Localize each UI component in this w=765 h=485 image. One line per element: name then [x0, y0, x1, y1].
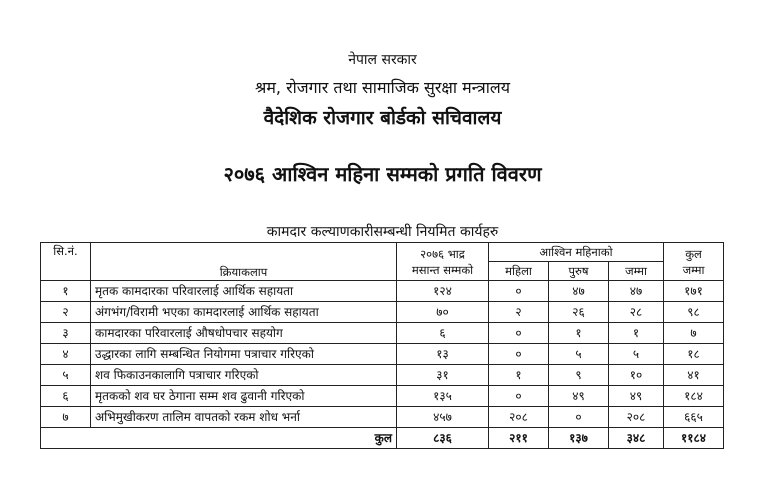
cell-previous: १३५: [397, 386, 489, 407]
table-row: [41, 407, 724, 428]
cell-activity: मृतकको शव घर ठेगाना सम्म शव ढुवानी गरिएको: [91, 386, 397, 407]
cell-serial: ७: [41, 407, 91, 428]
header-serial: सि.नं.: [41, 243, 91, 281]
cell-activity: मृतक कामदारका परिवारलाई आर्थिक सहायता: [91, 281, 397, 302]
header-previous-line1: २०७६ भाद्र: [420, 246, 465, 261]
cell-serial: २: [41, 302, 91, 323]
total-female: २११: [489, 428, 549, 449]
cell-female: २०८: [489, 407, 549, 428]
total-grand: ११८४: [664, 428, 724, 449]
progress-table: [40, 242, 724, 449]
cell-male: १: [549, 323, 609, 344]
table-row: [41, 302, 724, 323]
cell-female: १: [489, 365, 549, 386]
government-name: नेपाल सरकार: [348, 52, 417, 68]
table-row: [41, 344, 724, 365]
table-row: [41, 323, 724, 344]
header-activity: क्रियाकलाप: [91, 243, 397, 281]
header-previous-line2: मसान्त सम्मको: [411, 262, 474, 277]
cell-total: १८४: [664, 386, 724, 407]
cell-previous: ३१: [397, 365, 489, 386]
cell-serial: ३: [41, 323, 91, 344]
cell-female: ०: [489, 344, 549, 365]
office-name: वैदेशिक रोजगार बोर्डको सचिवालय: [263, 107, 502, 129]
cell-sum: ४९: [609, 386, 664, 407]
cell-female: २: [489, 302, 549, 323]
cell-serial: ४: [41, 344, 91, 365]
header-female: महिला: [489, 262, 549, 281]
report-title: २०७६ आश्विन महिना सम्मको प्रगति विवरण: [223, 162, 542, 186]
cell-total: ६६५: [664, 407, 724, 428]
cell-male: ४७: [549, 281, 609, 302]
cell-activity: उद्धारका लागि सम्बन्धित नियोगमा पत्राचार गरिएको: [91, 344, 397, 365]
cell-sum: २८: [609, 302, 664, 323]
cell-female: ०: [489, 281, 549, 302]
table-row: [41, 281, 724, 302]
cell-activity: अंगभंग/विरामी भएका कामदारलाई आर्थिक सहायता: [91, 302, 397, 323]
header-month-group: आश्विन महिनाको: [489, 243, 664, 262]
cell-previous: १२४: [397, 281, 489, 302]
table-caption: कामदार कल्याणकारीसम्बन्धी नियमित कार्यहरु: [266, 224, 499, 240]
cell-serial: ६: [41, 386, 91, 407]
total-sum: ३४८: [609, 428, 664, 449]
total-previous: ८३६: [397, 428, 489, 449]
header-grand-total-line2: जम्मा: [682, 262, 705, 277]
table-row: [41, 365, 724, 386]
header-grand-total: [664, 243, 724, 281]
cell-activity: कामदारका परिवारलाई औषधोपचार सहयोग: [91, 323, 397, 344]
cell-sum: ४७: [609, 281, 664, 302]
header-previous: [397, 243, 489, 281]
total-row: [41, 428, 724, 449]
cell-male: २६: [549, 302, 609, 323]
cell-sum: १: [609, 323, 664, 344]
cell-female: ०: [489, 323, 549, 344]
cell-total: ७: [664, 323, 724, 344]
cell-previous: ६: [397, 323, 489, 344]
header-sum: जम्मा: [609, 262, 664, 281]
cell-sum: २०८: [609, 407, 664, 428]
cell-total: १८: [664, 344, 724, 365]
cell-male: ५: [549, 344, 609, 365]
cell-total: ९८: [664, 302, 724, 323]
header-grand-total-line1: कुल: [685, 246, 702, 261]
cell-serial: १: [41, 281, 91, 302]
cell-sum: १०: [609, 365, 664, 386]
cell-male: ४९: [549, 386, 609, 407]
cell-activity: अभिमुखीकरण तालिम वापतको रकम शोध भर्ना: [91, 407, 397, 428]
cell-previous: १३: [397, 344, 489, 365]
cell-total: १७१: [664, 281, 724, 302]
cell-female: ०: [489, 386, 549, 407]
total-male: १३७: [549, 428, 609, 449]
cell-male: ०: [549, 407, 609, 428]
cell-sum: ५: [609, 344, 664, 365]
ministry-name: श्रम, रोजगार तथा सामाजिक सुरक्षा मन्त्रालय: [255, 78, 510, 97]
cell-activity: शव फिकाउनकालागि पत्राचार गरिएको: [91, 365, 397, 386]
table-header-row: [41, 243, 724, 262]
cell-serial: ५: [41, 365, 91, 386]
cell-previous: ४५७: [397, 407, 489, 428]
cell-previous: ७०: [397, 302, 489, 323]
total-label: कुल: [41, 428, 397, 449]
cell-total: ४१: [664, 365, 724, 386]
header-male: पुरुष: [549, 262, 609, 281]
table-row: [41, 386, 724, 407]
cell-male: ९: [549, 365, 609, 386]
